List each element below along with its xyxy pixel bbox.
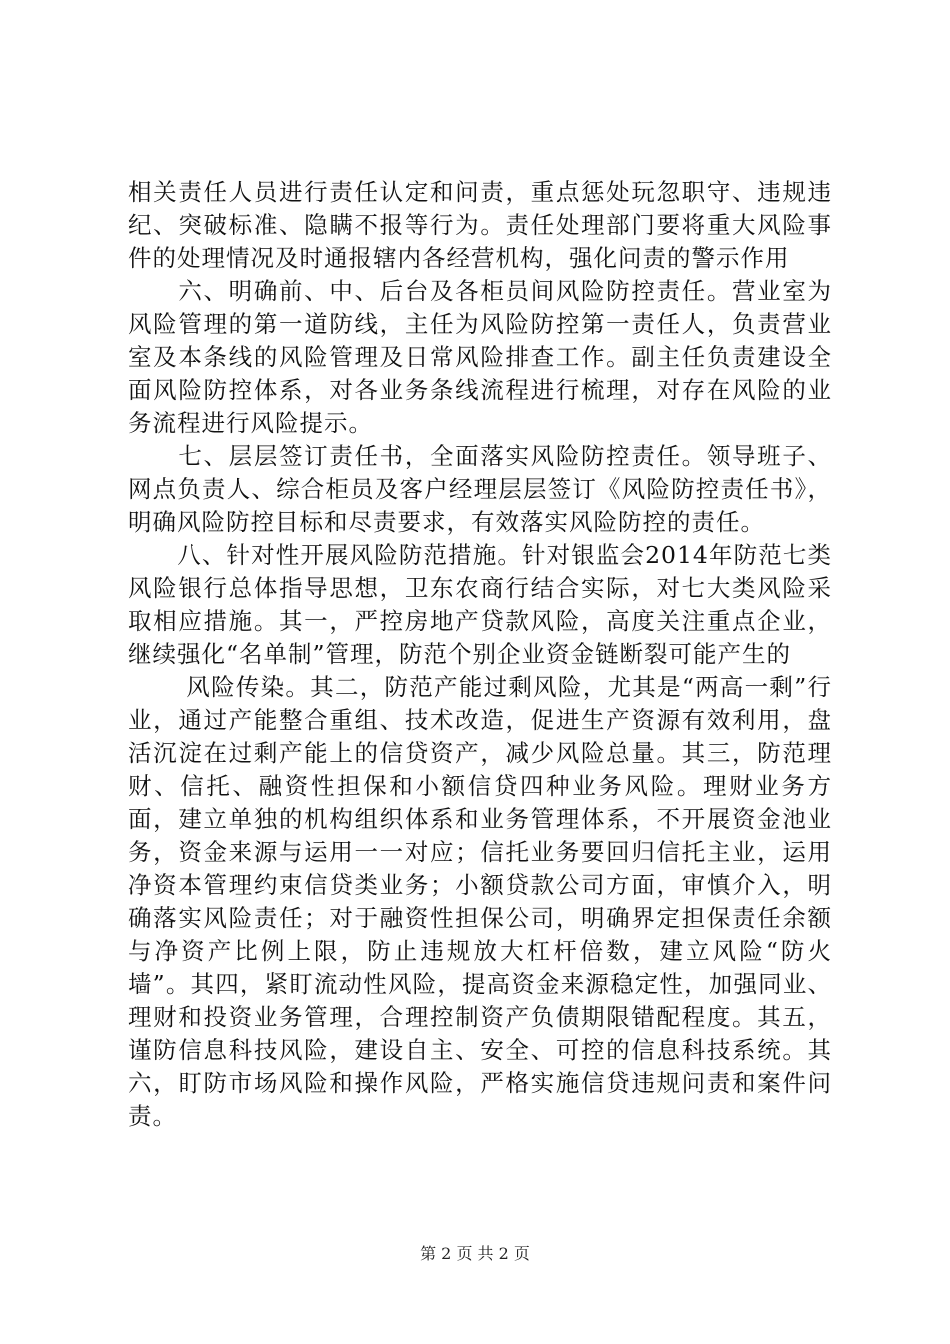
paragraph-section-six: 六、明确前、中、后台及各柜员间风险防控责任。营业室为风险管理的第一道防线，主任为风险防控第一责任人，负责营业室及本条线的风险管理及日常风险排查工作。副主任负责建设全面风险防控体系，对各业务条线流程进行梳理，对存在风险的业务流程进行风险提示。 <box>128 277 832 437</box>
document-body <box>128 176 832 1133</box>
paragraph-section-eight-continued: 风险传染。其二，防范产能过剩风险，尤其是“两高一剩”行业，通过产能整合重组、技术改造，促进生产资源有效利用，盘活沉淀在过剩产能上的信贷资产，减少风险总量。其三，防范理财、信托、融资性担保和小额信贷四种业务风险。理财业务方面，建立单独的机构组织体系和业务管理体系，不开展资金池业务，资金来源与运用一一对应；信托业务要回归信托主业，运用净资本管理约束信贷类业务；小额贷款公司方面，审慎介入，明确落实风险责任；对于融资性担保公司，明确界定担保责任余额与净资产比例上限，防止违规放大杠杆倍数，建立风险“防火墙”。其四，紧盯流动性风险，提高资金来源稳定性，加强同业、理财和投资业务管理，合理控制资产负债期限错配程度。其五，谨防信息科技风险，建设自主、安全、可控的信息科技系统。其六，盯防市场风险和操作风险，严格实施信贷违规问责和案件问责。 <box>128 673 832 1130</box>
page-number-footer: 第 2 页 共 2 页 <box>420 1244 530 1263</box>
paragraph-section-eight: 八、针对性开展风险防范措施。针对银监会2014年防范七类风险银行总体指导思想，卫东农商行结合实际，对七大类风险采取相应措施。其一，严控房地产贷款风险，高度关注重点企业，继续强化“名单制”管理，防范个别企业资金链断裂可能产生的 <box>128 541 832 668</box>
paragraph-accountability: 相关责任人员进行责任认定和问责，重点惩处玩忽职守、违规违纪、突破标准、隐瞒不报等行为。责任处理部门要将重大风险事件的处理情况及时通报辖内各经营机构，强化问责的警示作用 <box>128 178 832 272</box>
paragraph-section-seven: 七、层层签订责任书，全面落实风险防控责任。领导班子、网点负责人、综合柜员及客户经理层层签订《风险防控责任书》，明确风险防控目标和尽责要求，有效落实风险防控的责任。 <box>128 442 832 536</box>
